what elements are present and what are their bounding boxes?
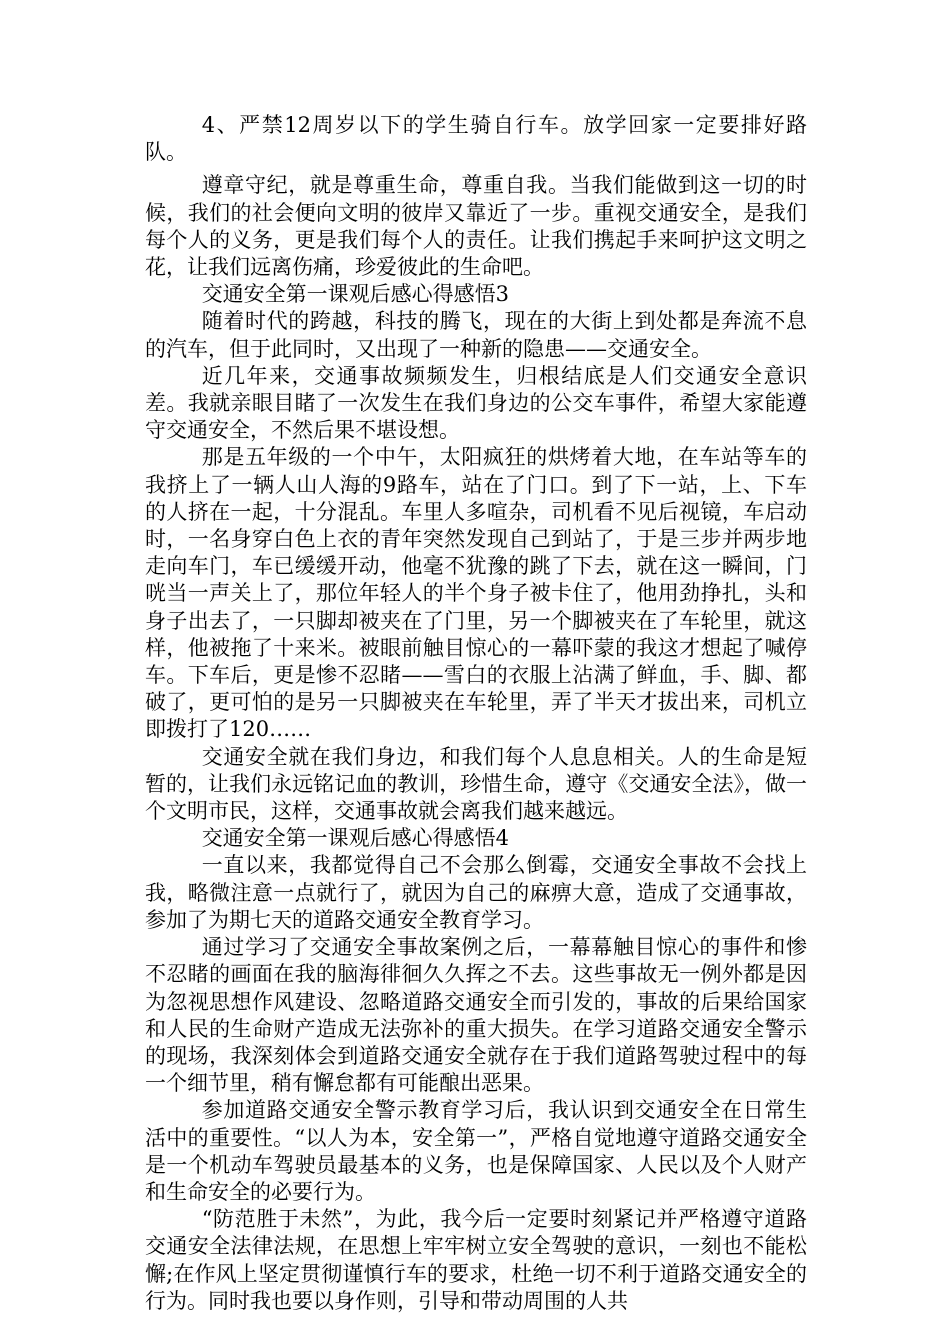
- paragraph-intro-3: 随着时代的跨越，科技的腾飞，现在的大街上到处都是奔流不息的汽车，但于此同时，又出现了一种新的隐患——交通安全。: [145, 309, 807, 361]
- paragraph-intro-4: 一直以来，我都觉得自己不会那么倒霉，交通安全事故不会找上我，略微注意一点就行了，就因为自己的麻痹大意，造成了交通事故，参加了为期七天的道路交通安全教育学习。: [145, 853, 807, 932]
- section-heading-4: 交通安全第一课观后感心得感悟4: [201, 826, 510, 851]
- paragraph-accidents: 近几年来，交通事故频频发生，归根结底是人们交通安全意识差。我就亲眼目睹了一次发生在我们身边的公交车事件，希望大家能遵守交通安全，不然后果不堪设想。: [145, 363, 807, 443]
- paragraph-rule-4: 4、严禁12周岁以下的学生骑自行车。放学回家一定要排好路队。: [145, 113, 807, 165]
- paragraph-prevention: “防范胜于未然”，为此，我今后一定要时刻紧记并严格遵守道路交通安全法律法规，在思想上牢牢树立安全驾驶的意识，一刻也不能松懈;在作风上坚定贯彻谨慎行车的要求，杜绝一切不利于道路交通安全的行为。同时我也要以身作则，引导和带动周围的人共: [145, 1207, 807, 1313]
- paragraph-summary-3: 交通安全就在我们身边，和我们每个人息息相关。人的生命是短暂的，让我们永远铭记血的教训，珍惜生命，遵守《交通安全法》，做一个文明市民，这样，交通事故就会离我们越来越远。: [145, 744, 807, 824]
- paragraph-case-study: 通过学习了交通安全事故案例之后，一幕幕触目惊心的事件和惨不忍睹的画面在我的脑海徘徊久久挥之不去。这些事故无一例外都是因为忽视思想作风建设、忽略道路交通安全而引发的，事故的后果给国家和人民的生命财产造成无法弥补的重大损失。在学习道路交通安全警示的现场，我深刻体会到道路交通安全就存在于我们道路驾驶过程中的每一个细节里，稍有懈怠都有可能酿出恶果。: [145, 935, 807, 1096]
- paragraph-conclusion: 遵章守纪，就是尊重生命，尊重自我。当我们能做到这一切的时候，我们的社会便向文明的彼岸又靠近了一步。重视交通安全，是我们每个人的义务，更是我们每个人的责任。让我们携起手来呵护这文明之花，让我们远离伤痛，珍爱彼此的生命吧。: [145, 173, 807, 280]
- paragraph-importance: 参加道路交通安全警示教育学习后，我认识到交通安全在日常生活中的重要性。“以人为本，安全第一”，严格自觉地遵守道路交通安全是一个机动车驾驶员最基本的义务，也是保障国家、人民以及个人财产和生命安全的必要行为。: [145, 1098, 807, 1204]
- document-page: [145, 112, 807, 1315]
- paragraph-bus-story: 那是五年级的一个中午，太阳疯狂的烘烤着大地，在车站等车的我挤上了一辆人山人海的9路车，站在了门口。到了下一站，上、下车的人挤在一起，十分混乱。车里人多喧杂，司机看不见后视镜，车启动时，一名身穿白色上衣的青年突然发现自己到站了，于是三步并两步地走向车门，车已缓缓开动，他毫不犹豫的跳了下去，就在这一瞬间，门咣当一声关上了，那位年轻人的半个身子被卡住了，他用劲挣扎，头和身子出去了，一只脚却被夹在了门里，另一个脚被夹在了车轮里，就这样，他被拖了十来米。被眼前触目惊心的一幕吓蒙的我这才想起了喊停车。下车后，更是惨不忍睹——雪白的衣服上沾满了鲜血，手、脚、都破了，更可怕的是另一只脚被夹在车轮里，弄了半天才拔出来，司机立即拨打了120……: [145, 445, 807, 742]
- section-heading-3: 交通安全第一课观后感心得感悟3: [201, 282, 510, 307]
